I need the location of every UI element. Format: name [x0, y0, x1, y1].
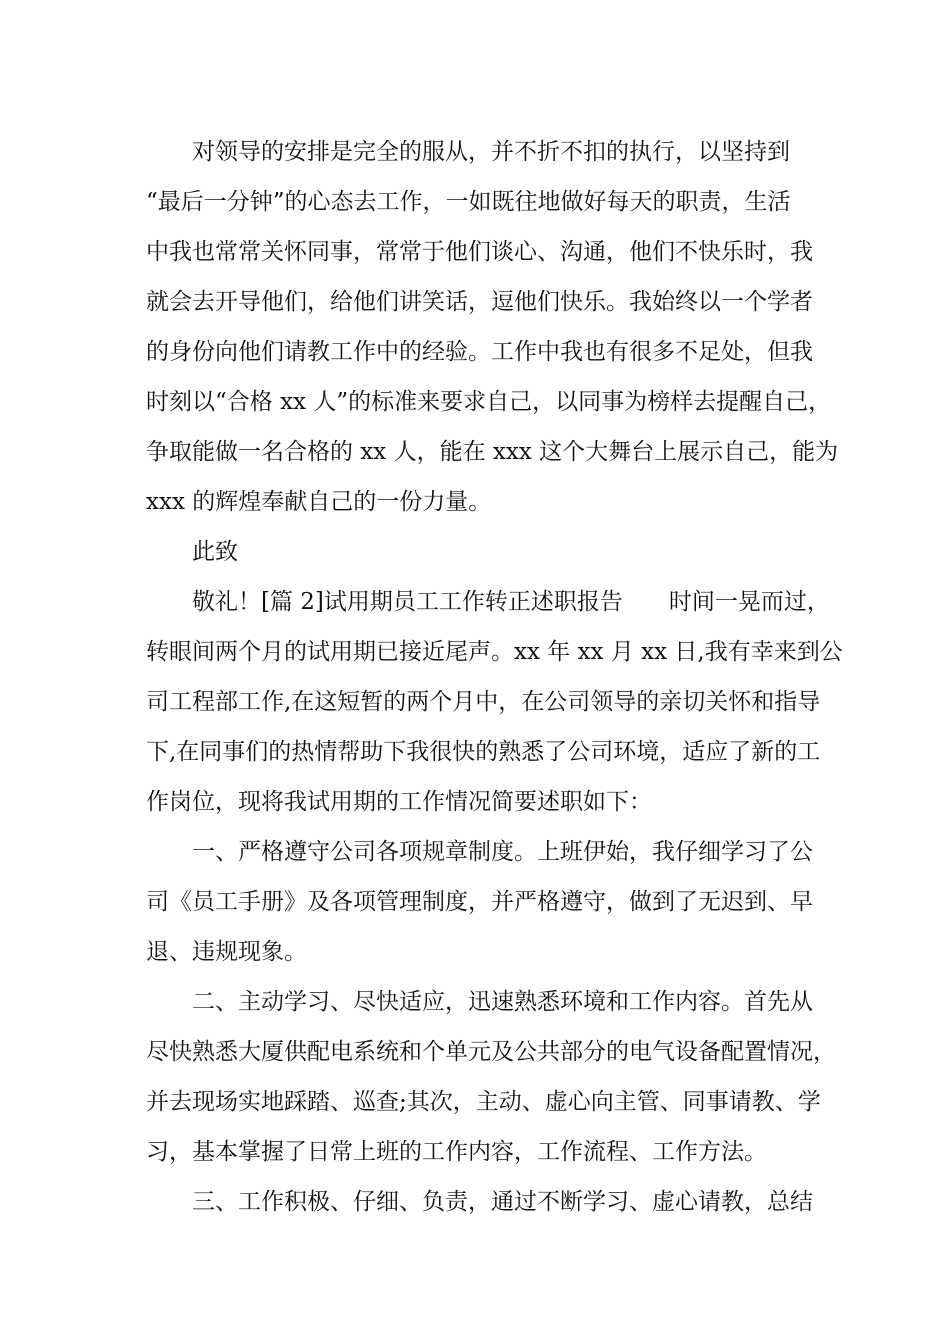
text-line: 司《员工手册》及各项管理制度，并严格遵守，做到了无迟到、早 — [146, 889, 813, 915]
text-line: 转眼间两个月的试用期已接近尾声。xx 年 xx 月 xx 日,我有幸来到公 — [146, 639, 843, 665]
text-line: 的身份向他们请教工作中的经验。工作中我也有很多不足处，但我 — [146, 339, 813, 365]
text-line: 一、严格遵守公司各项规章制度。上班伊始，我仔细学习了公 — [192, 839, 813, 865]
text-line: 三、工作积极、仔细、负责，通过不断学习、虚心请教，总结 — [192, 1189, 813, 1215]
text-line: 时刻以“合格 xx 人”的标准来要求自己，以同事为榜样去提醒自己， — [146, 389, 832, 415]
text-line: 尽快熟悉大厦供配电系统和个单元及公共部分的电气设备配置情况， — [146, 1039, 836, 1065]
closing-salutation: 此致 — [192, 539, 238, 565]
text-line: 司工程部工作,在这短暂的两个月中，在公司领导的亲切关怀和指导 — [146, 689, 821, 715]
text-line: xxx 的辉煌奉献自己的一份力量。 — [146, 489, 492, 515]
text-line: 敬礼！[篇 2]试用期员工工作转正述职报告 时间一晃而过， — [192, 589, 830, 615]
text-line: 争取能做一名合格的 xx 人，能在 xxx 这个大舞台上展示自己，能为 — [146, 439, 839, 465]
text-line: 并去现场实地踩踏、巡查;其次，主动、虚心向主管、同事请教、学 — [146, 1089, 821, 1115]
text-line: 作岗位，现将我试用期的工作情况简要述职如下： — [146, 789, 652, 815]
text-line: 就会去开导他们，给他们讲笑话，逗他们快乐。我始终以一个学者 — [146, 289, 813, 315]
text-line: 退、违规现象。 — [146, 939, 307, 965]
text-line: 对领导的安排是完全的服从，并不折不扣的执行，以坚持到 — [192, 139, 790, 165]
text-line: 中我也常常关怀同事，常常于他们谈心、沟通，他们不快乐时，我 — [146, 239, 813, 265]
text-line: 习，基本掌握了日常上班的工作内容，工作流程、工作方法。 — [146, 1139, 767, 1165]
text-line: “最后一分钟”的心态去工作，一如既往地做好每天的职责，生活 — [146, 189, 791, 215]
text-line: 二、主动学习、尽快适应，迅速熟悉环境和工作内容。首先从 — [192, 989, 813, 1015]
text-line: 下,在同事们的热情帮助下我很快的熟悉了公司环境，适应了新的工 — [146, 739, 821, 765]
